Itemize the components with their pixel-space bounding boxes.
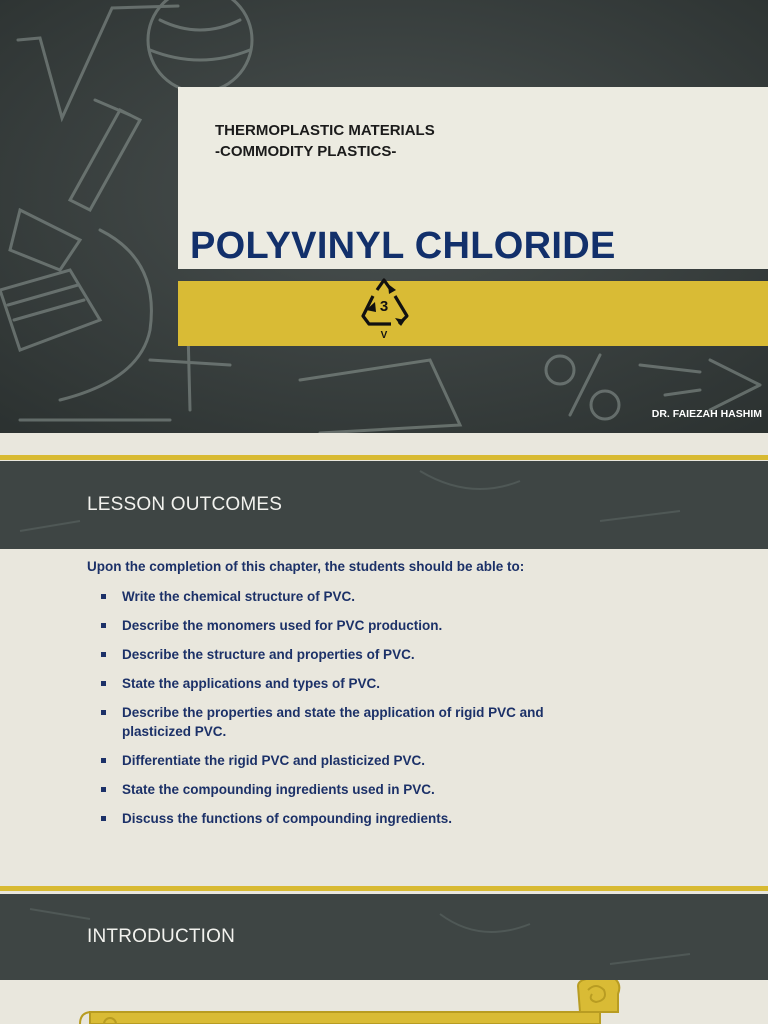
recycle-number: 3 (379, 298, 389, 315)
outcome-text: Describe the structure and properties of PVC. (122, 647, 415, 662)
title-slide (0, 0, 768, 433)
list-item (101, 809, 581, 828)
bullet-icon (101, 681, 106, 686)
author-name: DR. FAIEZAH HASHIM (651, 408, 762, 420)
scroll-banner-icon (0, 980, 768, 1024)
bullet-icon (101, 710, 106, 715)
recycling-symbol-icon (355, 276, 413, 340)
outcomes-list (101, 587, 581, 838)
bullet-icon (101, 787, 106, 792)
introduction-body (0, 980, 768, 1024)
bullet-icon (101, 758, 106, 763)
section-title: LESSON OUTCOMES (87, 494, 283, 515)
title-panel (178, 87, 768, 269)
introduction-header (0, 894, 768, 980)
list-item (101, 616, 581, 635)
outcomes-intro: Upon the completion of this chapter, the students should be able to: (87, 559, 525, 574)
outcome-text: Describe the monomers used for PVC production. (122, 618, 443, 633)
outcome-text: Discuss the functions of compounding ingredients. (122, 811, 453, 826)
lesson-outcomes-header (0, 461, 768, 549)
list-item (101, 645, 581, 664)
list-item (101, 780, 581, 799)
bullet-icon (101, 623, 106, 628)
bullet-icon (101, 594, 106, 599)
slide-subtitle (215, 120, 435, 162)
list-item (101, 703, 581, 741)
lesson-outcomes-body (0, 549, 768, 886)
outcome-text: Write the chemical structure of PVC. (122, 589, 356, 604)
recycle-code: V (380, 330, 388, 340)
subtitle-line-2: -COMMODITY PLASTICS- (215, 143, 397, 160)
bullet-icon (101, 652, 106, 657)
slide-title: POLYVINYL CHLORIDE (190, 225, 616, 267)
outcome-text: State the compounding ingredients used in PVC. (122, 782, 435, 797)
outcome-text: Describe the properties and state the application of rigid PVC and plasticized PVC. (122, 705, 544, 739)
outcome-text: State the applications and types of PVC. (122, 676, 381, 691)
outcome-text: Differentiate the rigid PVC and plasticized PVC. (122, 753, 426, 768)
section-title: INTRODUCTION (87, 926, 236, 947)
bullet-icon (101, 816, 106, 821)
slide-divider (0, 455, 768, 460)
list-item (101, 751, 581, 770)
title-accent-band (178, 281, 768, 346)
subtitle-line-1: THERMOPLASTIC MATERIALS (215, 122, 435, 139)
list-item (101, 587, 581, 606)
list-item (101, 674, 581, 693)
